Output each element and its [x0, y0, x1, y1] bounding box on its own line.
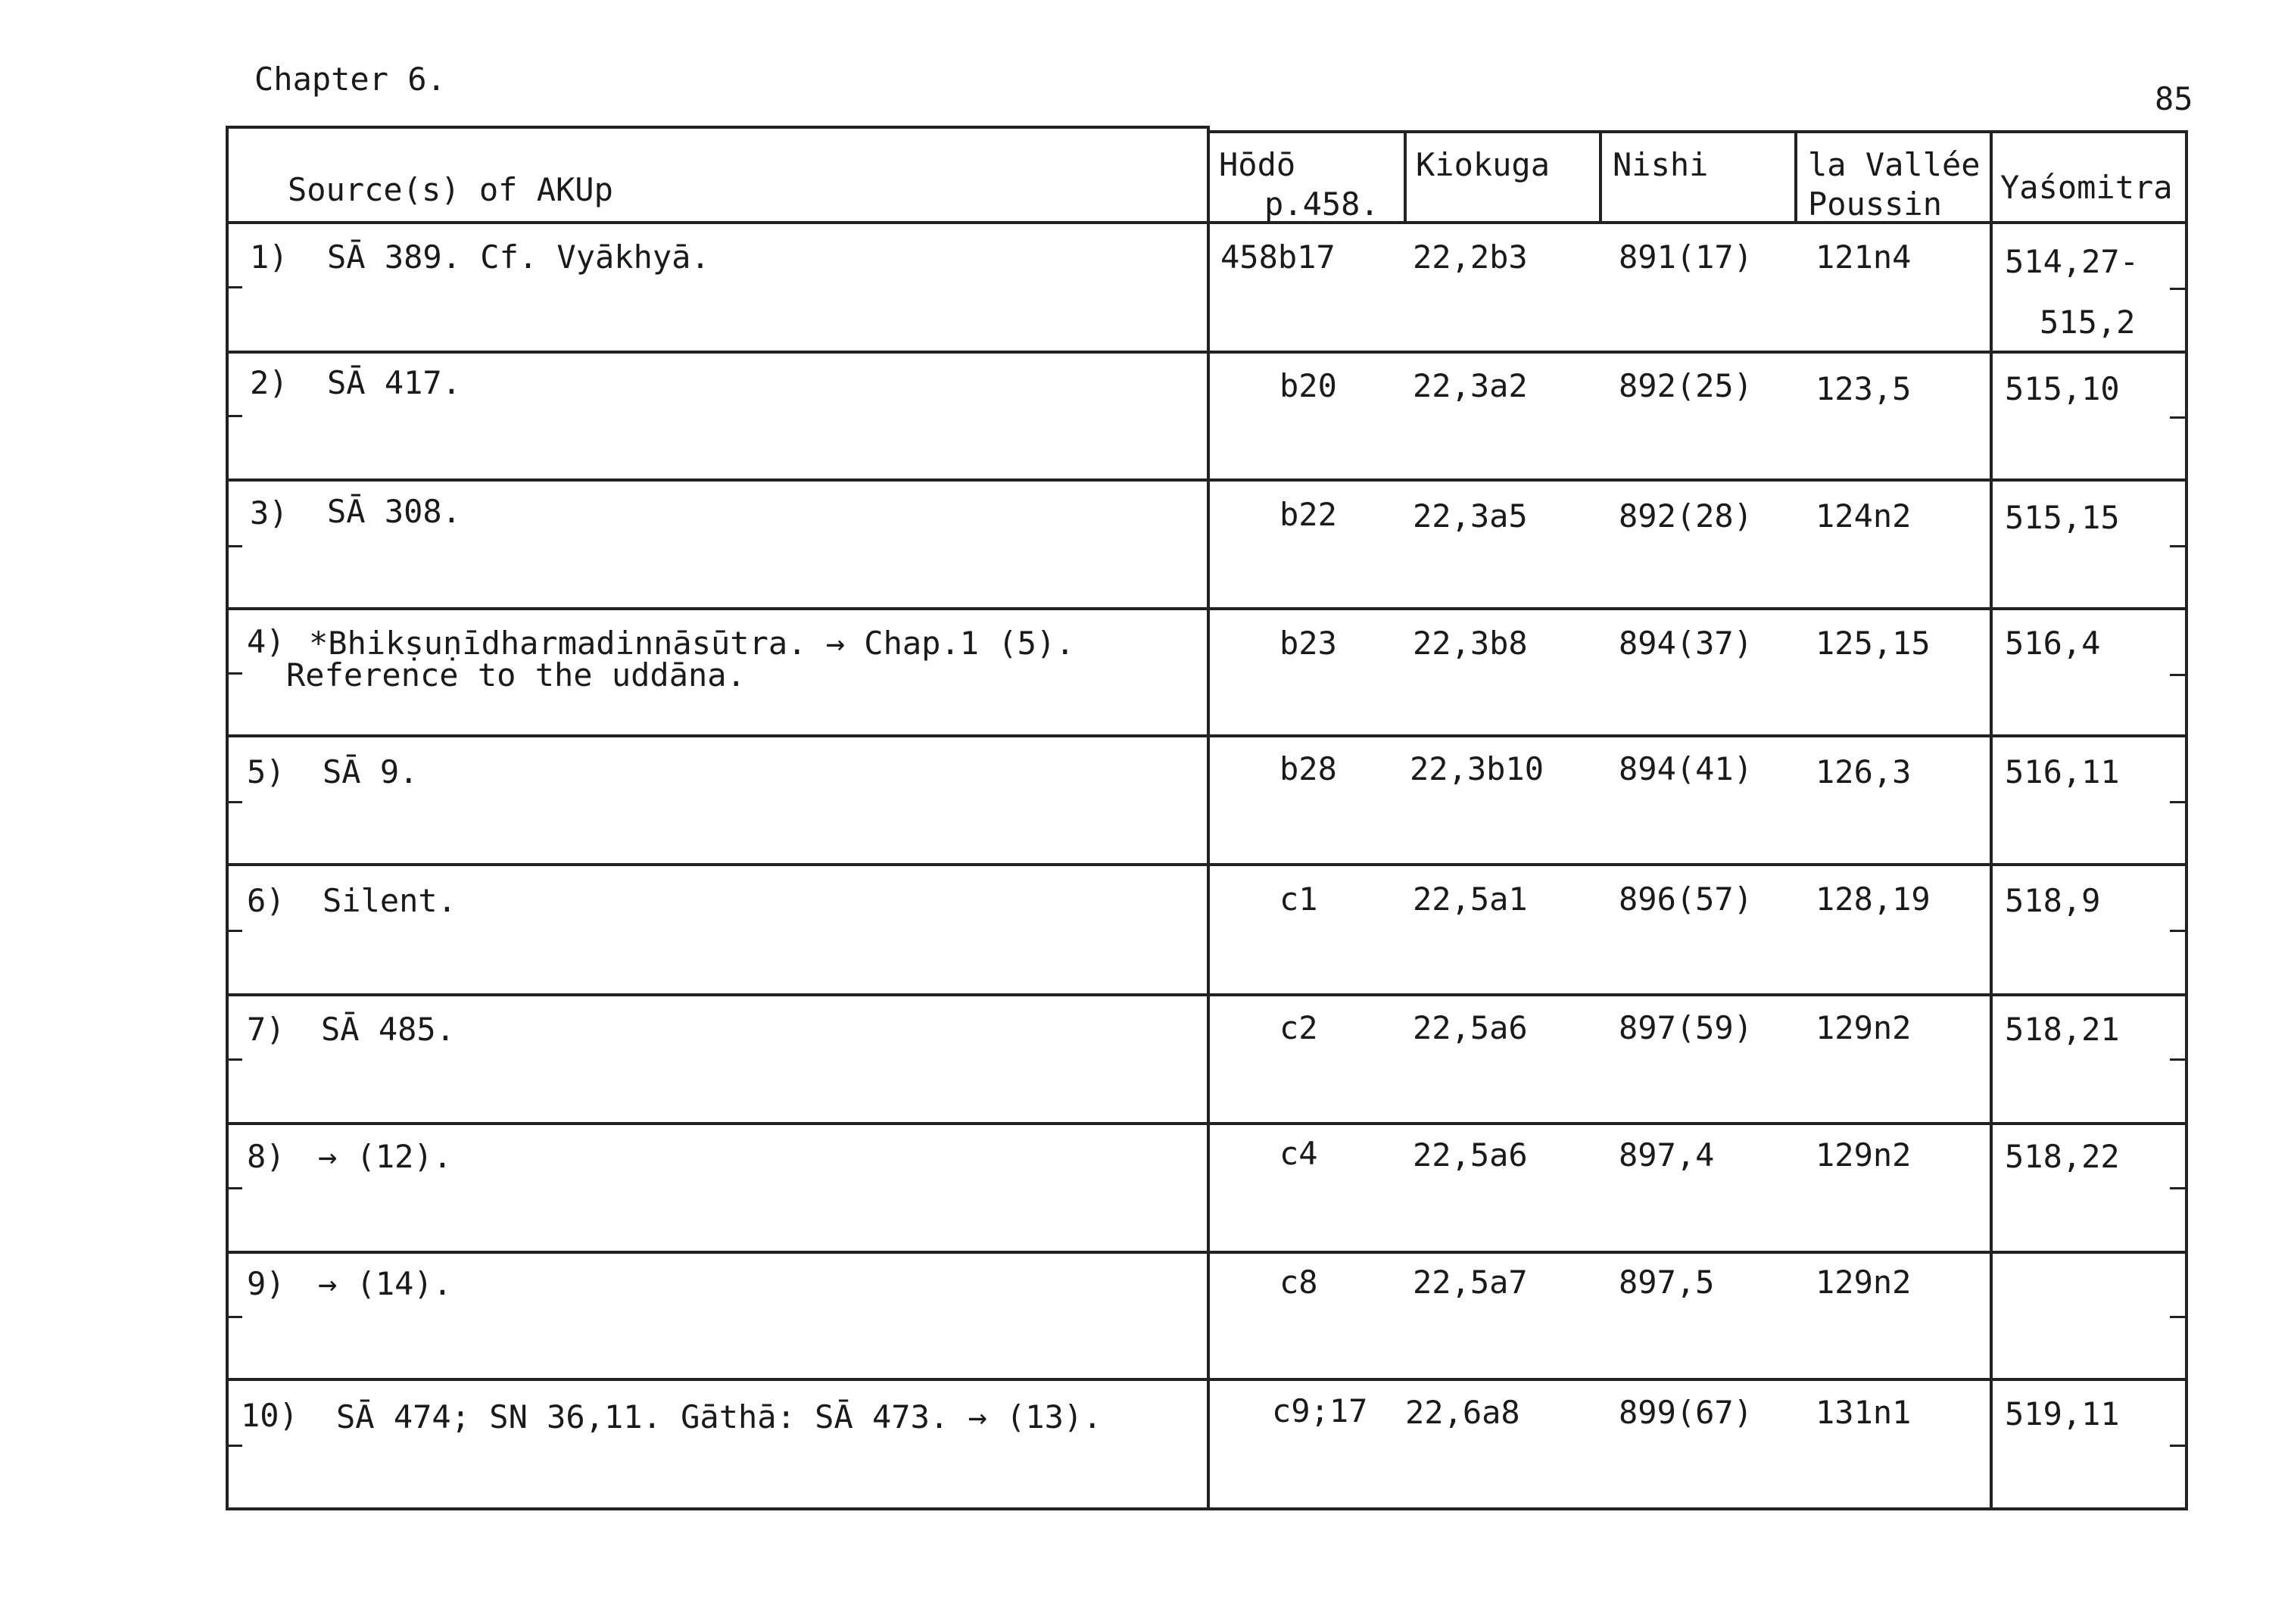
header-poussin: Poussin: [1808, 185, 1943, 223]
row-yasomitra: 514,27-: [2005, 243, 2140, 280]
row-yasomitra: 518,22: [2005, 1138, 2120, 1175]
row-hodo: c8: [1279, 1264, 1318, 1301]
row-source: Silent.: [323, 882, 457, 919]
row-hodo: b23: [1279, 625, 1337, 662]
margin-tick: [2170, 674, 2186, 676]
row-hodo: c4: [1279, 1135, 1318, 1172]
col-border-hodo-kiokuga: [1404, 130, 1407, 223]
margin-tick: [2170, 288, 2186, 290]
margin-tick: [2170, 1187, 2186, 1189]
row-hodo: c2: [1279, 1009, 1318, 1046]
row-source-note: Reference to the uddāna.: [286, 656, 746, 694]
row-kiokuga: 22,5a1: [1413, 881, 1528, 918]
row-lvp: 124n2: [1816, 497, 1912, 535]
margin-tick: [226, 1316, 242, 1318]
row-source: SĀ 417.: [327, 364, 462, 401]
margin-tick: [226, 545, 242, 547]
header-hodo: Hōdō: [1219, 146, 1296, 183]
table-bottom-border: [226, 1507, 2188, 1510]
row-lvp: 128,19: [1816, 881, 1931, 918]
row-lvp: 129n2: [1816, 1264, 1912, 1301]
row-nishi: 897,4: [1619, 1136, 1715, 1174]
row-yasomitra: 518,21: [2005, 1011, 2120, 1048]
col-border-left: [226, 126, 229, 1510]
row-lvp: 121n4: [1816, 238, 1912, 276]
row-kiokuga: 22,5a6: [1413, 1009, 1528, 1046]
header-source: Source(s) of AKUp: [288, 171, 613, 208]
row-nishi: 894(37): [1619, 625, 1753, 662]
row-number: 7): [247, 1011, 285, 1048]
row-lvp: 123,5: [1816, 370, 1912, 407]
margin-tick: [226, 1187, 242, 1189]
margin-tick: [226, 1445, 242, 1447]
row-hodo: b22: [1279, 496, 1337, 533]
row-number: 10): [241, 1397, 298, 1434]
table-top-border: [226, 126, 1210, 129]
col-border-right: [2185, 130, 2188, 1510]
row-kiokuga: 22,3b8: [1413, 625, 1528, 662]
chapter-heading: Chapter 6.: [254, 61, 446, 98]
row-kiokuga: 22,3a2: [1413, 367, 1528, 404]
header-lavallee: la Vallée: [1808, 146, 1981, 183]
row-source: SĀ 485.: [321, 1011, 456, 1048]
margin-tick: [226, 672, 242, 675]
row-yasomitra: 515,15: [2005, 499, 2120, 536]
row-source: SĀ 389. Cf. Vyākhyā.: [327, 238, 710, 276]
row-kiokuga: 22,3b10: [1410, 750, 1544, 787]
row-source: *Bhikṣuṇīdharmadinnāsūtra. → Chap.1 (5).: [309, 625, 1075, 662]
row-number: 9): [247, 1265, 285, 1302]
row-nishi: 892(28): [1619, 497, 1753, 535]
row-lvp: 125,15: [1816, 625, 1931, 662]
row-yasomitra: 519,11: [2005, 1395, 2120, 1432]
row-hodo: b20: [1279, 367, 1337, 404]
col-border-kiokuga-nishi: [1599, 130, 1602, 223]
row-number: 8): [247, 1138, 285, 1175]
row-kiokuga: 22,5a6: [1413, 1136, 1528, 1174]
row-nishi: 891(17): [1619, 238, 1753, 276]
row-yasomitra: 515,10: [2005, 370, 2120, 407]
row-source: SĀ 9.: [323, 753, 419, 790]
row-yasomitra: 518,9: [2005, 882, 2101, 919]
col-border-source-hodo: [1207, 126, 1210, 1510]
row-lvp: 129n2: [1816, 1136, 1912, 1174]
header-hodo-page: p.458.: [1264, 185, 1379, 223]
row-number: 6): [247, 882, 285, 919]
row-source: → (14).: [318, 1265, 453, 1302]
col-border-lvp-yaso: [1990, 130, 1993, 1510]
row-kiokuga: 22,2b3: [1413, 238, 1528, 276]
row-nishi: 896(57): [1619, 881, 1753, 918]
margin-tick: [226, 801, 242, 803]
row-nishi: 894(41): [1619, 750, 1753, 787]
row-source: SĀ 308.: [327, 493, 462, 530]
row-kiokuga: 22,6a8: [1405, 1394, 1520, 1431]
row-yasomitra: 516,11: [2005, 753, 2120, 790]
row-number: 1): [250, 238, 288, 276]
row-source: → (12).: [318, 1138, 453, 1175]
row-hodo: c9;17: [1272, 1392, 1368, 1429]
margin-tick: [2170, 1316, 2186, 1318]
margin-tick: [2170, 801, 2186, 803]
margin-tick: [2170, 545, 2186, 547]
row-hodo: c1: [1279, 881, 1318, 918]
row-hodo: b28: [1279, 750, 1337, 787]
margin-tick: [226, 415, 242, 417]
page-number: 85: [2155, 80, 2193, 117]
row-nishi: 897(59): [1619, 1009, 1753, 1046]
margin-tick: [226, 286, 242, 288]
row-lvp: 126,3: [1816, 753, 1912, 790]
row-nishi: 897,5: [1619, 1264, 1715, 1301]
row-number: 5): [247, 753, 285, 790]
row-nishi: 899(67): [1619, 1394, 1753, 1431]
row-source: SĀ 474; SN 36,11. Gāthā: SĀ 473. → (13).: [336, 1398, 1102, 1435]
col-border-nishi-lvp: [1794, 130, 1797, 223]
margin-tick: [2170, 1058, 2186, 1061]
margin-tick: [226, 930, 242, 932]
margin-tick: [226, 1058, 242, 1061]
row-number: 4): [247, 623, 285, 660]
row-kiokuga: 22,5a7: [1413, 1264, 1528, 1301]
row-lvp: 131n1: [1816, 1394, 1912, 1431]
header-kiokuga: Kiokuga: [1416, 146, 1551, 183]
row-kiokuga: 22,3a5: [1413, 497, 1528, 535]
row-number: 3): [250, 494, 288, 531]
row-number: 2): [250, 364, 288, 401]
margin-tick: [2170, 930, 2186, 932]
header-nishi: Nishi: [1613, 146, 1709, 183]
row-yasomitra-cont: 515,2: [2040, 304, 2136, 341]
margin-tick: [2170, 1445, 2186, 1447]
row-hodo: 458b17: [1220, 238, 1336, 276]
header-yasomitra: Yaśomitra: [2000, 169, 2173, 206]
row-lvp: 129n2: [1816, 1009, 1912, 1046]
row-yasomitra: 516,4: [2005, 625, 2101, 662]
header-top-border: [1208, 130, 2188, 133]
row-nishi: 892(25): [1619, 367, 1753, 404]
margin-tick: [2170, 416, 2186, 419]
